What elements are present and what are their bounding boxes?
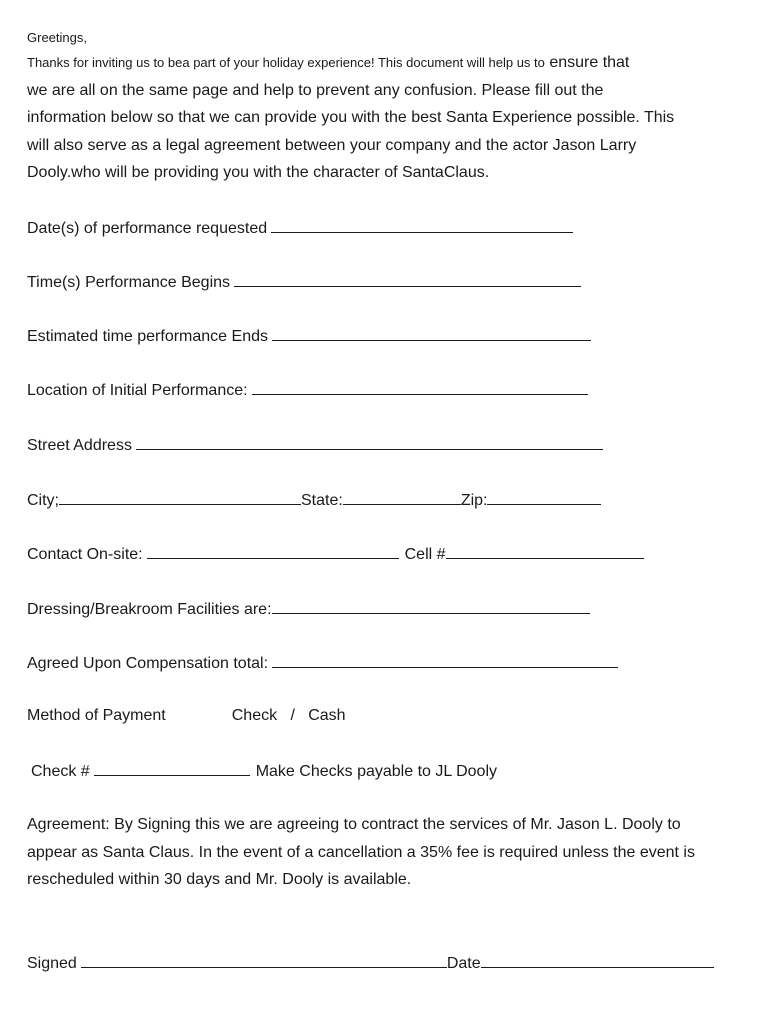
street-field: [27, 435, 603, 455]
cell-label: Cell #: [404, 546, 446, 563]
time-begins-blank[interactable]: [234, 272, 581, 287]
payment-field: [27, 707, 346, 725]
compensation-label: Agreed Upon Compensation total:: [27, 655, 269, 672]
agreement-line-3: rescheduled within 30 days and Mr. Dooly is available.: [27, 871, 412, 888]
location-label: Location of Initial Performance:: [27, 382, 248, 399]
zip-blank[interactable]: [487, 490, 601, 505]
city-label: City;: [27, 492, 59, 509]
city-blank[interactable]: [59, 490, 301, 505]
time-begins-label: Time(s) Performance Begins: [27, 274, 231, 291]
check-note: Make Checks payable to JL Dooly: [255, 763, 498, 780]
intro-line-1: Thanks for inviting us to bea part of your holiday experience! This document will help us to ensure that: [27, 54, 630, 71]
date-blank[interactable]: [481, 953, 714, 968]
contact-label: Contact On-site:: [27, 546, 143, 563]
contact-blank[interactable]: [147, 544, 399, 559]
dressing-blank[interactable]: [272, 599, 590, 614]
dressing-label: Dressing/Breakroom Facilities are:: [27, 601, 272, 618]
compensation-field: [27, 653, 618, 673]
agreement-line-1: Agreement: By Signing this we are agreeing to contract the services of Mr. Jason L. Dooly to: [27, 816, 681, 833]
intro-line-2: we are all on the same page and help to prevent any confusion. Please fill out the: [27, 82, 604, 99]
check-field: [31, 761, 497, 781]
time-ends-blank[interactable]: [272, 326, 591, 341]
state-blank[interactable]: [343, 490, 461, 505]
greeting: Greetings,: [27, 30, 87, 45]
agreement-line-2: appear as Santa Claus. In the event of a cancellation a 35% fee is required unless the event is: [27, 844, 695, 861]
intro-line-5: Dooly.who will be providing you with the character of SantaClaus.: [27, 164, 490, 181]
payment-options[interactable]: Check / Cash: [231, 707, 346, 724]
location-blank[interactable]: [252, 380, 588, 395]
cell-blank[interactable]: [446, 544, 644, 559]
location-field: [27, 380, 588, 400]
check-blank[interactable]: [94, 761, 250, 776]
intro-line-4: will also serve as a legal agreement between your company and the actor Jason Larry: [27, 137, 637, 154]
time-ends-field: [27, 326, 591, 346]
time-begins-field: [27, 272, 581, 292]
state-label: State:: [301, 492, 343, 509]
date-label: Date: [446, 955, 481, 972]
time-ends-label: Estimated time performance Ends: [27, 328, 268, 345]
contact-field: [27, 544, 644, 564]
signature-field: [27, 953, 714, 973]
street-label: Street Address: [27, 437, 132, 454]
street-blank[interactable]: [136, 435, 603, 450]
zip-label: Zip:: [460, 492, 488, 509]
dates-blank[interactable]: [271, 218, 573, 233]
compensation-blank[interactable]: [272, 653, 618, 668]
dates-label: Date(s) of performance requested: [27, 220, 268, 237]
signed-blank[interactable]: [81, 953, 447, 968]
dates-field: [27, 218, 573, 238]
dressing-field: [27, 599, 590, 619]
signed-label: Signed: [27, 955, 77, 972]
check-label: Check #: [31, 763, 90, 780]
intro-line-3: information below so that we can provide you with the best Santa Experience possible. This: [27, 109, 675, 126]
payment-label: Method of Payment: [27, 707, 166, 724]
city-state-zip-field: [27, 490, 601, 510]
